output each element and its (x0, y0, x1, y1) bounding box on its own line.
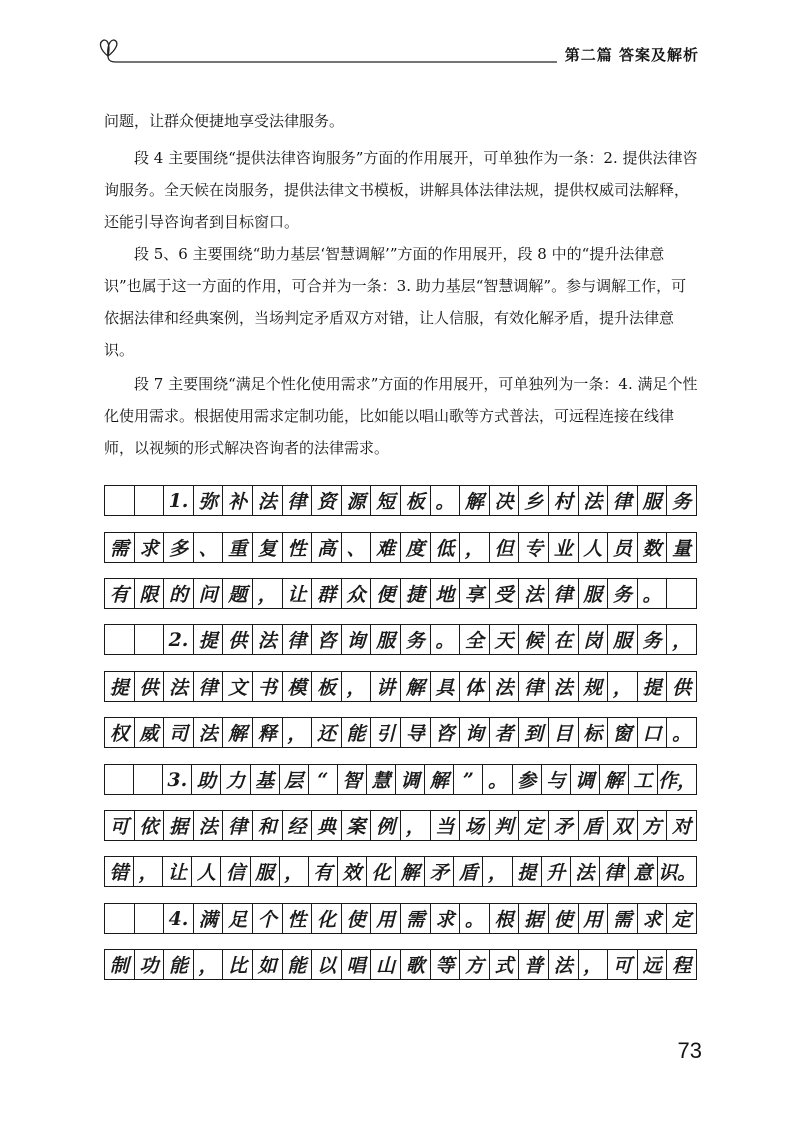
grid-cell: 具 (431, 672, 461, 701)
grid-cell: 调 (396, 765, 425, 794)
grid-cell: 务 (401, 625, 431, 654)
grid-cell (135, 486, 165, 515)
grid-cell: 决 (490, 486, 520, 515)
grid-cell: 威 (135, 718, 165, 747)
grid-cell: 比 (223, 950, 253, 979)
grid-cell: 律 (519, 672, 549, 701)
grid-cell: 力 (221, 765, 250, 794)
grid-cell: 全 (460, 625, 490, 654)
grid-cell: 能 (164, 950, 194, 979)
grid-cell: 务 (672, 491, 692, 513)
grid-cell: 参 (513, 765, 542, 794)
grid-cell: 法 (253, 486, 283, 515)
grid-cell: 标 (579, 718, 609, 747)
grid-cell: 限 (135, 579, 165, 608)
grid-cell (105, 625, 135, 654)
grid-cell: 弥 (194, 486, 224, 515)
grid-cell: 法 (579, 486, 609, 515)
grid-cell: 可 (608, 950, 638, 979)
grid-cell: 但 (490, 533, 520, 562)
grid-cell: 满 (194, 904, 224, 933)
grid-cell: 法 (490, 672, 520, 701)
grid-cell: ， (401, 811, 431, 840)
grid-cell: 咨 (312, 625, 342, 654)
grid-cell: 唱 (342, 950, 372, 979)
grid-cell: 资 (312, 486, 342, 515)
grid-cell: 律 (549, 579, 579, 608)
grid-row (104, 671, 697, 702)
grid-cell: 提 (105, 672, 135, 701)
grid-cell: 需 (401, 904, 431, 933)
grid-row (104, 578, 697, 609)
grid-cell: 使 (549, 904, 579, 933)
grid-cell: 识。 (658, 862, 697, 884)
grid-cell: 场 (460, 811, 490, 840)
page-number: 73 (677, 1038, 702, 1063)
grid-cell: 受 (490, 579, 520, 608)
grid-cell: ， (342, 672, 372, 701)
grid-cell: 山 (371, 950, 401, 979)
grid-cell: 升 (542, 857, 571, 886)
grid-cell: 3. (163, 765, 192, 794)
grid-cell: 复 (253, 533, 283, 562)
grid-cell: 式 (490, 950, 520, 979)
grid-cell: 用 (579, 904, 609, 933)
grid-cell: 者 (490, 718, 520, 747)
grid-cell: 个 (253, 904, 283, 933)
grid-cell: ， (460, 533, 490, 562)
grid-cell: ” (454, 765, 483, 794)
grid-cell: 数 (638, 533, 668, 562)
grid-cell: 法 (571, 857, 600, 886)
grid-row (104, 485, 697, 516)
grid-cell: 盾 (454, 857, 483, 886)
grid-cell: 解 (401, 672, 431, 701)
grid-cell: 到 (519, 718, 549, 747)
grid-cell: 。 (431, 625, 461, 654)
grid-cell: 导 (401, 718, 431, 747)
grid-cell: 法 (549, 950, 579, 979)
grid-cell: 服 (579, 579, 609, 608)
grid-cell: 层 (280, 765, 309, 794)
grid-cell: 询 (342, 625, 372, 654)
grid-cell: 在 (549, 625, 579, 654)
grid-cell: ， (194, 950, 224, 979)
grid-cell: 性 (283, 533, 313, 562)
grid-cell: 对 (672, 816, 692, 838)
grid-cell: 人 (579, 533, 609, 562)
grid-cell: 据 (164, 811, 194, 840)
grid-cell: 经 (283, 811, 313, 840)
grid-cell: 法 (549, 672, 579, 701)
grid-cell: 法 (253, 625, 283, 654)
grid-cell: 高 (312, 533, 342, 562)
grid-cell: 多 (164, 533, 194, 562)
grid-cell: 、 (342, 533, 372, 562)
grid-cell: 补 (223, 486, 253, 515)
grid-cell: 效 (338, 857, 367, 886)
grid-cell: 度 (401, 533, 431, 562)
grid-cell (105, 486, 135, 515)
grid-cell: 服 (608, 625, 638, 654)
grid-cell: ， (280, 857, 309, 886)
grid-cell: 板 (312, 672, 342, 701)
grid-cell: 需 (608, 904, 638, 933)
grid-cell: 乡 (519, 486, 549, 515)
grid-cell: 问 (194, 579, 224, 608)
grid-cell: 程 (672, 955, 692, 977)
grid-row (104, 949, 697, 980)
grid-cell: 让 (163, 857, 192, 886)
grid-cell: 量 (672, 538, 692, 560)
grid-cell: 模 (283, 672, 313, 701)
grid-cell: 。 (460, 904, 490, 933)
grid-cell (135, 904, 165, 933)
grid-cell: 功 (135, 950, 165, 979)
grid-cell: 有 (309, 857, 338, 886)
grid-cell: 方 (460, 950, 490, 979)
grid-cell (667, 579, 696, 608)
grid-cell: 性 (283, 904, 313, 933)
grid-cell: 案 (342, 811, 372, 840)
grid-cell: 低 (431, 533, 461, 562)
grid-row (104, 717, 697, 748)
grid-cell: 供 (672, 677, 692, 699)
grid-cell: 根 (490, 904, 520, 933)
grid-cell: 口 (638, 718, 668, 747)
grid-cell: 提 (194, 625, 224, 654)
grid-cell: 远 (638, 950, 668, 979)
grid-cell: 板 (401, 486, 431, 515)
grid-cell: 服 (251, 857, 280, 886)
grid-cell: 人 (192, 857, 221, 886)
grid-cell: 盾 (579, 811, 609, 840)
grid-cell: 难 (371, 533, 401, 562)
grid-cell: 。 (672, 723, 692, 745)
grid-cell: 2. (164, 625, 194, 654)
grid-cell: 1. (164, 486, 194, 515)
grid-cell: 体 (460, 672, 490, 701)
grid-cell: 化 (312, 904, 342, 933)
grid-cell (105, 765, 134, 794)
grid-cell: ， (134, 857, 163, 886)
grid-cell: ， (483, 857, 512, 886)
grid-cell: ， (579, 950, 609, 979)
grid-cell: 法 (194, 718, 224, 747)
grid-row (104, 624, 697, 655)
grid-cell: “ (309, 765, 338, 794)
grid-row (104, 856, 697, 887)
grid-cell: 助 (192, 765, 221, 794)
grid-cell: 的 (164, 579, 194, 608)
grid-cell: 规 (579, 672, 609, 701)
grid-cell: 法 (164, 672, 194, 701)
grid-cell: 律 (283, 625, 313, 654)
grid-cell: 让 (283, 579, 313, 608)
grid-cell: 法 (519, 579, 549, 608)
grid-cell: ， (608, 672, 638, 701)
grid-cell: 。 (431, 486, 461, 515)
grid-cell: 依 (135, 811, 165, 840)
grid-row (104, 810, 697, 841)
grid-cell: 制 (105, 950, 135, 979)
grid-cell: 源 (342, 486, 372, 515)
grid-cell: 业 (549, 533, 579, 562)
grid-cell: 、 (194, 533, 224, 562)
grid-cell: 捷 (401, 579, 431, 608)
grid-cell: 村 (549, 486, 579, 515)
grid-cell: 方 (638, 811, 668, 840)
grid-cell: 供 (223, 625, 253, 654)
grid-cell: 有 (105, 579, 135, 608)
grid-cell: 解 (396, 857, 425, 886)
page-header (94, 30, 699, 70)
grid-cell: 矛 (549, 811, 579, 840)
grid-cell: 信 (221, 857, 250, 886)
grid-cell: 等 (431, 950, 461, 979)
grid-cell: ， (283, 718, 313, 747)
grid-cell: 如 (253, 950, 283, 979)
grid-cell: 基 (251, 765, 280, 794)
grid-cell: 调 (571, 765, 600, 794)
grid-cell: 例 (371, 811, 401, 840)
grid-cell: 能 (283, 950, 313, 979)
grid-cell: 律 (608, 486, 638, 515)
grid-cell: 律 (223, 811, 253, 840)
grid-cell: 法 (194, 811, 224, 840)
grid-cell: 与 (542, 765, 571, 794)
grid-cell: ， (672, 630, 692, 652)
grid-cell: 解 (600, 765, 629, 794)
grid-cell: 判 (490, 811, 520, 840)
grid-cell: 能 (342, 718, 372, 747)
grid-cell: 询 (460, 718, 490, 747)
grid-cell (135, 625, 165, 654)
grid-cell: 专 (519, 533, 549, 562)
paragraph-3: 段 5、6 主要围绕“助力基层‘智慧调解’”方面的作用展开，段 8 中的“提升法律意识”也属于这一方面的作用，可合并为一条：3. 助力基层“智慧调解”。参与调解工作，可依据法律和经典案例，当场判定矛盾双方对错，让人信服，有效化解矛盾，提升法律意识。 (104, 245, 687, 359)
grid-cell: 意 (629, 857, 658, 886)
grid-cell: 歌 (401, 950, 431, 979)
grid-cell: 司 (164, 718, 194, 747)
grid-cell: 求 (431, 904, 461, 933)
grid-cell: 。 (638, 579, 668, 608)
grid-cell: 律 (283, 486, 313, 515)
paragraph-4: 段 7 主要围绕“满足个性化使用需求”方面的作用展开，可单独列为一条：4. 满足个性化使用需求。根据使用需求定制功能，比如能以唱山歌等方式普法，可远程连接在线律师，以视频的形式解决咨询者的法律需求。 (104, 375, 698, 457)
section-title: 第二篇 答案及解析 (557, 44, 699, 65)
grid-cell: 文 (223, 672, 253, 701)
grid-cell: 普 (519, 950, 549, 979)
grid-cell: ， (253, 579, 283, 608)
grid-cell: 候 (519, 625, 549, 654)
grid-cell: 解 (460, 486, 490, 515)
grid-cell: 还 (312, 718, 342, 747)
grid-cell: 释 (253, 718, 283, 747)
grid-cell (105, 904, 135, 933)
grid-cell: 享 (460, 579, 490, 608)
grid-cell: 当 (431, 811, 461, 840)
grid-cell: 讲 (371, 672, 401, 701)
grid-cell: 定 (672, 909, 692, 931)
grid-row (104, 764, 697, 795)
grid-row (104, 532, 697, 563)
grid-cell: 求 (135, 533, 165, 562)
grid-cell: 岗 (579, 625, 609, 654)
grid-cell: 解 (223, 718, 253, 747)
grid-cell: 地 (431, 579, 461, 608)
grid-cell: 天 (490, 625, 520, 654)
grid-cell: 引 (371, 718, 401, 747)
grid-cell: 化 (367, 857, 396, 886)
grid-row (104, 903, 697, 934)
grid-cell: 提 (513, 857, 542, 886)
grid-cell: 律 (194, 672, 224, 701)
grid-cell: 众 (342, 579, 372, 608)
grid-cell: 重 (223, 533, 253, 562)
grid-cell: 员 (608, 533, 638, 562)
grid-cell: 作， (658, 770, 697, 792)
grid-cell: 和 (253, 811, 283, 840)
grid-cell: 需 (105, 533, 135, 562)
grid-cell: 服 (638, 486, 668, 515)
grid-cell: 书 (253, 672, 283, 701)
grid-cell: 供 (135, 672, 165, 701)
grid-cell: 矛 (425, 857, 454, 886)
grid-cell: 窗 (608, 718, 638, 747)
grid-cell: 慧 (367, 765, 396, 794)
grid-cell: 务 (608, 579, 638, 608)
grid-cell: 据 (519, 904, 549, 933)
grid-cell: 双 (608, 811, 638, 840)
grid-cell: 便 (371, 579, 401, 608)
grid-cell: 以 (312, 950, 342, 979)
grid-cell: 。 (483, 765, 512, 794)
paragraph-1: 问题，让群众便捷地享受法律服务。 (104, 112, 345, 130)
grid-cell: 解 (425, 765, 454, 794)
grid-cell: 目 (549, 718, 579, 747)
grid-cell: 题 (223, 579, 253, 608)
grid-cell: 律 (600, 857, 629, 886)
grid-cell: 工 (629, 765, 658, 794)
grid-cell: 使 (342, 904, 372, 933)
grid-cell: 短 (371, 486, 401, 515)
grid-cell: 足 (223, 904, 253, 933)
paragraph-2: 段 4 主要围绕“提供法律咨询服务”方面的作用展开，可单独作为一条：2. 提供法律咨询服务。全天候在岗服务，提供法律文书模板，讲解具体法律法规，提供权威司法解释，还能引导咨询者到目标窗口。 (104, 149, 698, 231)
grid-cell: 咨 (431, 718, 461, 747)
grid-cell: 服 (371, 625, 401, 654)
grid-cell: 4. (164, 904, 194, 933)
grid-cell (134, 765, 163, 794)
grid-cell: 提 (638, 672, 668, 701)
grid-cell: 智 (338, 765, 367, 794)
grid-cell: 定 (519, 811, 549, 840)
grid-cell: 用 (371, 904, 401, 933)
grid-cell: 错 (105, 857, 134, 886)
grid-cell: 典 (312, 811, 342, 840)
grid-cell: 权 (105, 718, 135, 747)
grid-cell: 群 (312, 579, 342, 608)
grid-cell: 求 (638, 904, 668, 933)
grid-cell: 务 (638, 625, 668, 654)
grid-cell: 可 (105, 811, 135, 840)
